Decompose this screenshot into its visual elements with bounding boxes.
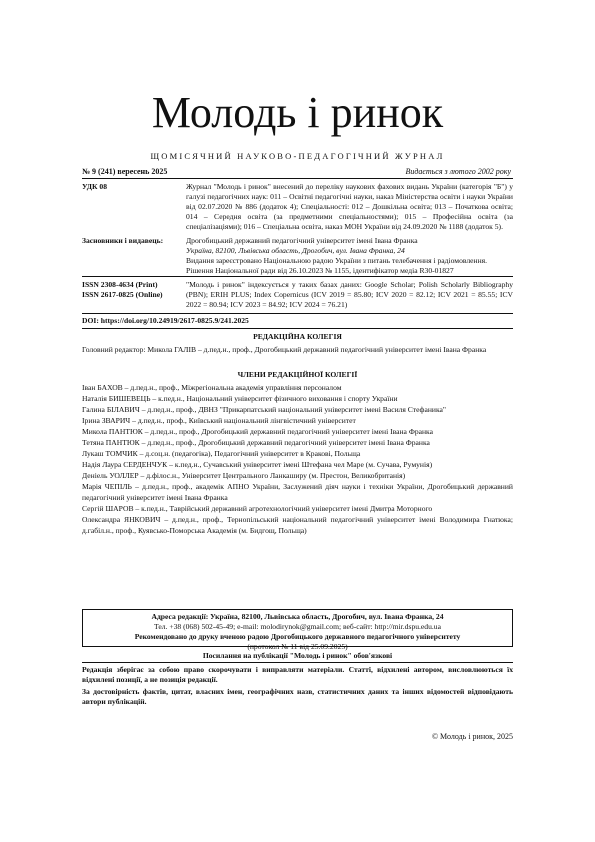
protocol-text: (протокол № 11 від 25.09.2025) xyxy=(247,642,348,651)
member-item: Деніель УОЛЛЕР – д.філос.н., Університет Центрального Ланкаширу (м. Престон, Великобританія) xyxy=(82,471,406,480)
divider xyxy=(82,178,513,179)
editorial-contacts[interactable]: Тел. +38 (068) 502-45-49; e-mail: molodirynok@gmail.com; веб-сайт: http://mir.dspu.edu.ua xyxy=(154,622,441,631)
member-item: Ірина ЗВАРИЧ – д.пед.н., проф., Київський національний лінгвістичний університет xyxy=(82,416,356,425)
member-item: Наталія БИШЕВЕЦЬ – к.пед.н., Національний університет фізичного виховання і спорту України xyxy=(82,394,398,403)
founders-block xyxy=(82,236,513,276)
member-item: Тетяна ПАНТЮК – д.пед.н., проф., Дрогобицький державний педагогічний університет імені Івана Франка xyxy=(82,438,430,447)
editorial-address: Адреса редакції: Україна, 82100, Львівська область, Дрогобич, вул. Івана Франка, 24 xyxy=(151,612,444,621)
copyright: © Молодь і ринок, 2025 xyxy=(431,732,513,741)
member-item: Микола ПАНТЮК – д.пед.н., проф., Дрогобицький державний педагогічний університет імені Івана Франка xyxy=(82,427,434,436)
member-item: Надія Лаура СЕРДЕНЧУК – к.пед.н., Сучавський університет імені Штефана чел Маре (м. Сучава, Румунія) xyxy=(82,460,433,469)
member-item: Сергій ШАРОВ – к.пед.н., Таврійський державний агротехнологічний університет імені Дмитра Моторного xyxy=(82,504,433,513)
rights-note: Редакція зберігає за собою право скорочувати і виправляти матеріали. Статті, відхилені автором, висловлюються їх відхилені позиції, а не позиція редакції. xyxy=(82,665,513,684)
journal-subtitle: ЩОМІСЯЧНИЙ НАУКОВО-ПЕДАГОГІЧНИЙ ЖУРНАЛ xyxy=(150,151,445,161)
journal-title: Молодь і ринок xyxy=(151,88,444,137)
member-item: Олександра ЯНКОВИЧ – д.пед.н., проф., Тернопільський національний педагогічний університет імені Володимира Гнатюка; д.габіл.н., проф., Куявсько-Поморська Академія (м. Бидгощ, Польща) xyxy=(82,515,513,535)
udc-text: Журнал "Молодь і ринок" внесений до переліку наукових фахових видань України (категорія "Б") у галузі педагогічних наук: 011 – Освітні педагогічні науки, наказ Міністерства освіти і науки України від 02.07.2020 № 886 (додаток 4); Спеціальності: 012 – Дошкільна освіта; 013 – Початкова освіта; 014 – Середня освіта (за предметними спеціальностями); 015 – Професійна освіта (за спеціалізаціями); 016 – Спеціальна освіта, наказ МОН України від 24.09.2020 № 1188 (додаток 5). xyxy=(186,182,513,231)
doi-link[interactable]: DOI: https://doi.org/10.24919/2617-0825.9/241.2025 xyxy=(82,316,249,325)
founded-note: Видається з лютого 2002 року xyxy=(405,167,511,176)
decision-text: Рішення Національної ради від 26.10.2023 № 1155, ідентифікатор медіа R30-01827 xyxy=(186,266,454,275)
member-item: Іван БАХОВ – д.пед.н., проф., Міжрегіональна академія управління персоналом xyxy=(82,383,342,392)
obligatory-note: Посилання на публікації "Молодь і ринок" обов'язкові xyxy=(202,651,393,660)
board-heading: РЕДАКЦІЙНА КОЛЕГІЯ xyxy=(253,332,342,341)
udc-block xyxy=(82,182,513,240)
members-heading: ЧЛЕНИ РЕДАКЦІЙНОЇ КОЛЕГІЇ xyxy=(237,370,358,379)
divider xyxy=(82,313,513,314)
founders-address: Україна, 82100, Львівська область, Дрогобич, вул. Івана Франка, 24 xyxy=(186,246,405,255)
member-list xyxy=(82,382,513,536)
issn-online: ISSN 2617-0825 (Online) xyxy=(82,290,163,299)
indexing-text: "Молодь і ринок" індексується у таких базах даних: Google Scholar; Polish Scholarly Bibliography (PBN); ERIH PLUS; Index Copernicus (ICV 2019 = 85.80; ICV 2020 = 82.12; ICV 2021 = 85.55; ICV 2022 = 80.94; ICV 2023 = 84.92; ICV 2024 = 76.21) xyxy=(186,280,513,309)
member-item: Галина БІЛАВИЧ – д.пед.н., проф., ДВНЗ "Прикарпатський національний університет імені Василя Стефаника" xyxy=(82,405,447,414)
registration-text: Видання зареєстровано Національною радою України з питань телебачення і радіомовлення. xyxy=(186,256,488,265)
editorial-address-box xyxy=(82,609,513,651)
divider xyxy=(82,276,513,277)
issn-print: ISSN 2308-4634 (Print) xyxy=(82,280,158,289)
member-item: Лукаш ТОМЧИК – д.соц.н. (педагогіка), Педагогічний університет в Кракові, Польща xyxy=(82,449,361,458)
issue-number: № 9 (241) вересень 2025 xyxy=(82,167,168,176)
divider xyxy=(82,662,513,663)
chief-editor: Головний редактор: Микола ГАЛІВ – д.пед.н., проф., Дрогобицький державний педагогічний університет імені Івана Франка xyxy=(82,345,487,354)
divider xyxy=(82,328,513,329)
founders-text: Дрогобицький державний педагогічний університет імені Івана Франка xyxy=(186,236,418,245)
issn-block xyxy=(82,280,513,312)
founders-label: Засновники і видавець: xyxy=(82,236,164,245)
recommended-text: Рекомендовано до друку вченою радою Дрогобицького державного педагогічного університету xyxy=(134,632,461,641)
udc-label: УДК 08 xyxy=(82,182,108,191)
member-item: Марія ЧЕПІЛЬ – д.пед.н., проф., академік АПНО України, Заслужений діяч науки і техніки України, Дрогобицький державний педагогічний університет імені Івана Франка xyxy=(82,482,513,502)
responsibility-note: За достовірність фактів, цитат, власних імен, географічних назв, статистичних даних та інших відомостей відповідають автори публікацій. xyxy=(82,687,513,706)
